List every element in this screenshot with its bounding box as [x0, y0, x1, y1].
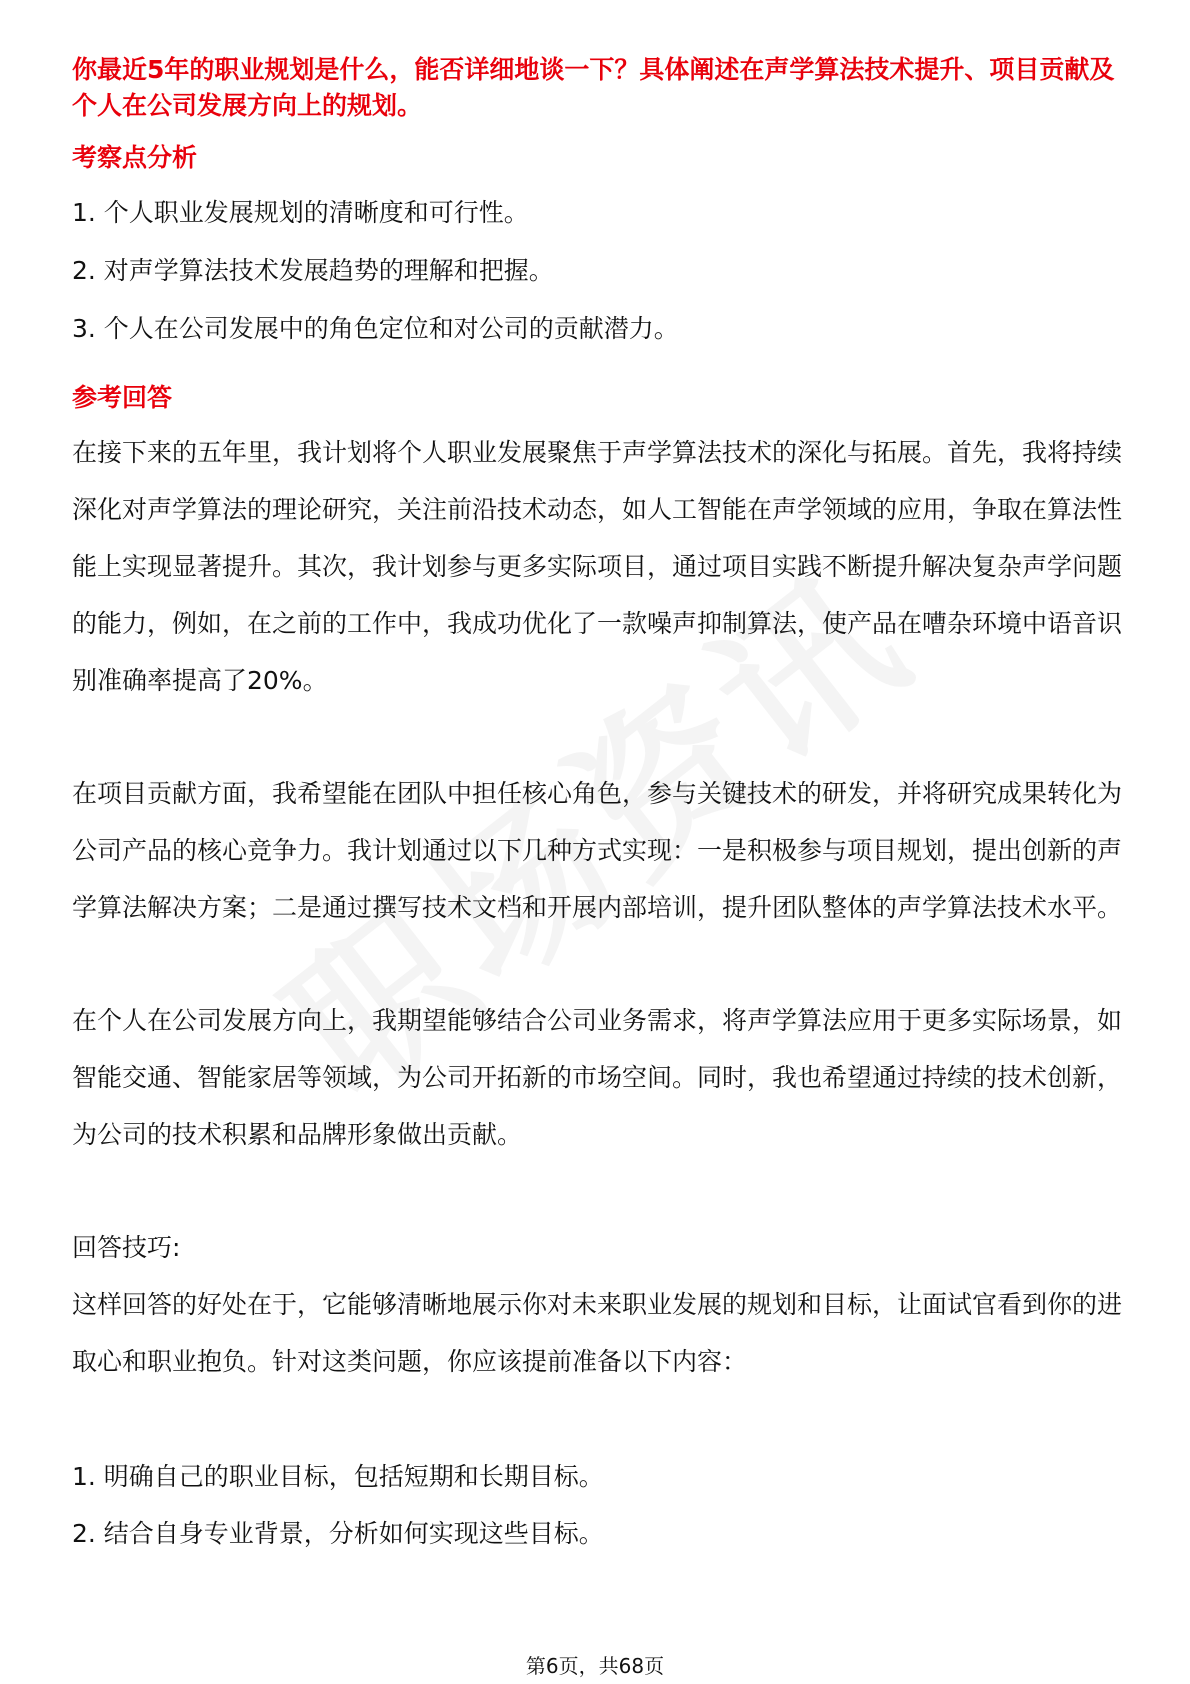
analysis-list	[72, 184, 1122, 358]
tips-item: 1. 明确自己的职业目标，包括短期和长期目标。	[72, 1462, 604, 1491]
tips-item: 2. 结合自身专业背景，分析如何实现这些目标。	[72, 1519, 604, 1548]
analysis-item: 2. 对声学算法技术发展趋势的理解和把握。	[72, 256, 554, 285]
analysis-item: 3. 个人在公司发展中的角色定位和对公司的贡献潜力。	[72, 314, 679, 343]
tips-list	[72, 1448, 1122, 1562]
answer-heading: 参考回答	[72, 383, 173, 412]
analysis-item: 1. 个人职业发展规划的清晰度和可行性。	[72, 198, 529, 227]
answer-paragraph: 在项目贡献方面，我希望能在团队中担任核心角色，参与关键技术的研发，并将研究成果转化为公司产品的核心竞争力。我计划通过以下几种方式实现：一是积极参与项目规划，提出创新的声学算法解决方案；二是通过撰写技术文档和开展内部培训，提升团队整体的声学算法技术水平。	[72, 779, 1123, 922]
analysis-heading: 考察点分析	[72, 143, 198, 172]
tips-label: 回答技巧:	[72, 1233, 181, 1262]
answer-paragraph: 在个人在公司发展方向上，我期望能够结合公司业务需求，将声学算法应用于更多实际场景，如智能交通、智能家居等领域，为公司开拓新的市场空间。同时，我也希望通过持续的技术创新，为公司的技术积累和品牌形象做出贡献。	[72, 1006, 1123, 1149]
tips-paragraph: 这样回答的好处在于，它能够清晰地展示你对未来职业发展的规划和目标，让面试官看到你的进取心和职业抱负。针对这类问题，你应该提前准备以下内容：	[72, 1290, 1123, 1376]
page-footer: 第6页，共68页	[525, 1654, 665, 1678]
question-title: 你最近5年的职业规划是什么，能否详细地谈一下？具体阐述在声学算法技术提升、项目贡献及个人在公司发展方向上的规划。	[72, 55, 1115, 120]
document-page	[72, 52, 1122, 1562]
answer-paragraph: 在接下来的五年里，我计划将个人职业发展聚焦于声学算法技术的深化与拓展。首先，我将持续深化对声学算法的理论研究，关注前沿技术动态，如人工智能在声学领域的应用，争取在算法性能上实现显著提升。其次，我计划参与更多实际项目，通过项目实践不断提升解决复杂声学问题的能力，例如，在之前的工作中，我成功优化了一款噪声抑制算法，使产品在嘈杂环境中语音识别准确率提高了20%。	[72, 438, 1123, 695]
